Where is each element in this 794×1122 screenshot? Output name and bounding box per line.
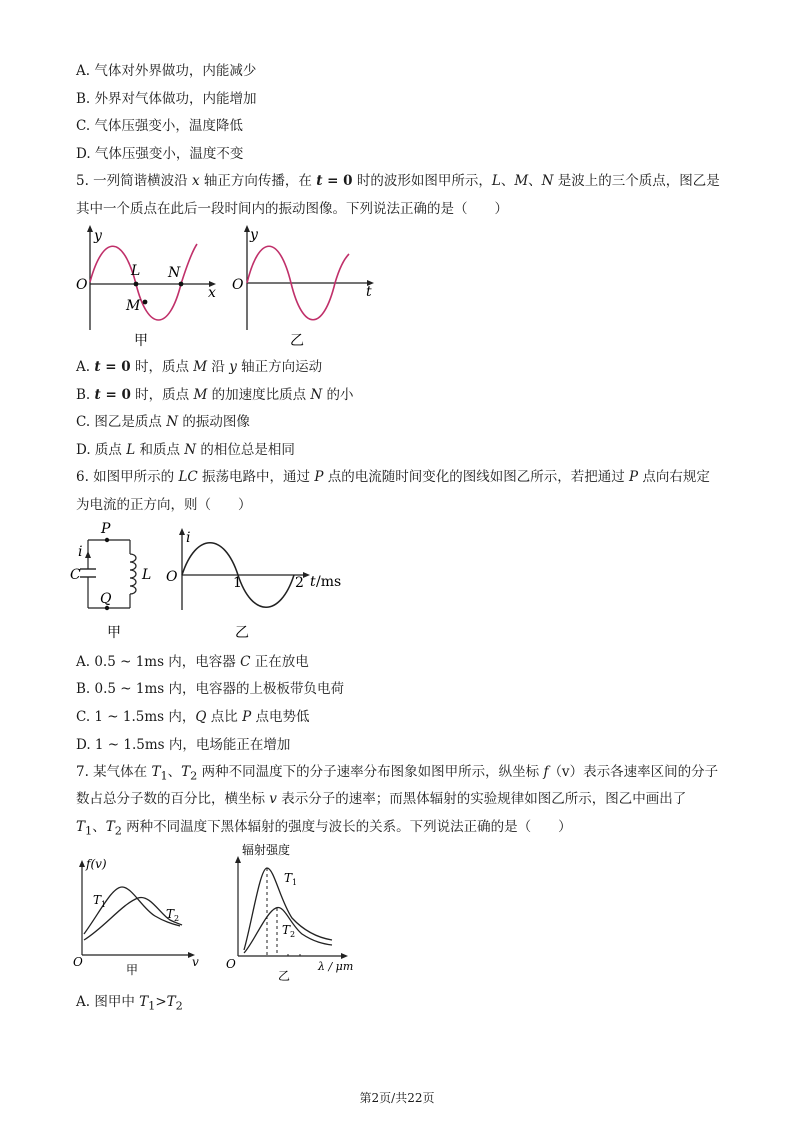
q4-option-b: B. 外界对气体做功，内能增加 <box>76 91 257 107</box>
q7-stem-line1: 7. 某气体在 $T_1$、$T_2$ 两种不同温度下的分子速率分布图象如图甲所示，纵坐标 f（v）表示各速率区间的分子 <box>76 764 719 783</box>
q6-label-P: P <box>101 521 111 537</box>
q5-fig1-x-label: x <box>208 285 216 301</box>
q7-fig1-ylabel: f(v) <box>86 857 107 871</box>
q7-fig1-origin: O <box>73 955 83 969</box>
q5-fig1-caption: 甲 <box>134 333 148 349</box>
q6-stem-line2: 为电流的正方向，则（ ） <box>76 497 252 513</box>
q6-label-L: L <box>142 567 152 583</box>
q7-fig2-caption: 乙 <box>278 969 291 983</box>
q7-fig2-origin: O <box>226 957 236 971</box>
q7-stem-line2: 数占总分子数的百分比，横坐标 v 表示分子的速率；而黑体辐射的实验规律如图乙所示，图乙中画出了 <box>76 791 687 807</box>
q6-graph-unit: /ms <box>316 574 342 590</box>
q5-fig2-caption: 乙 <box>290 333 304 349</box>
q5-label-N: N <box>168 265 181 281</box>
q6-graph-t-arrow <box>303 572 310 578</box>
q5-label-M: M <box>126 298 141 314</box>
q5-option-d: D. 质点 L 和质点 N 的相位总是相同 <box>76 442 295 458</box>
q5-fig2-t-label: t <box>366 284 372 300</box>
q4-option-a: A. 气体对外界做功，内能减少 <box>76 63 257 79</box>
q6-lc-circuit <box>70 518 160 643</box>
q7-fig2-xlabel: λ / μm <box>318 960 354 973</box>
q5-point-M <box>143 300 148 305</box>
q4-option-c: C. 气体压强变小，温度降低 <box>76 118 243 134</box>
q5-stem-line1: 5. 一列简谐横波沿 x 轴正方向传播，在 t = 0 时的波形如图甲所示，L、M、N 是波上的三个质点，图乙是 <box>76 173 720 189</box>
q7-stem-line3: $T_1$、$T_2$ 两种不同温度下黑体辐射的强度与波长的关系。下列说法正确的是（ ） <box>76 819 572 838</box>
q6-graph-i-label: i <box>186 530 191 546</box>
page-footer: 第2页/共22页 <box>359 1091 435 1105</box>
q6-label-C: C <box>70 567 81 583</box>
q7-fig2-label-T1: $T_1$ <box>284 871 298 887</box>
q6-inductor-coil <box>130 554 136 594</box>
q7-fig1-label-T2: $T_2$ <box>166 907 180 923</box>
q5-option-b: B. t = 0 时，质点 M 的加速度比质点 N 的小 <box>76 387 354 403</box>
q7-fig1-label-T1: $T_1$ <box>93 893 107 909</box>
q7-speed-distribution-figure <box>70 852 210 977</box>
q7-fig1-caption: 甲 <box>126 963 139 977</box>
q6-option-c: C. 1 ~ 1.5ms 内，Q 点比 P 点电势低 <box>76 709 310 725</box>
q6-option-a: A. 0.5 ~ 1ms 内，电容器 C 正在放电 <box>76 654 309 670</box>
q5-fig1-y-arrow <box>87 225 93 232</box>
q6-circuit-caption: 甲 <box>107 625 121 641</box>
q4-option-d: D. 气体压强变小，温度不变 <box>76 146 244 162</box>
q5-fig2-y-label: y <box>250 227 258 243</box>
q6-graph-tick-2: 2 <box>295 575 304 591</box>
q6-graph-origin: O <box>166 569 178 585</box>
q6-graph-caption: 乙 <box>235 625 249 641</box>
q5-fig1-y-label: y <box>94 228 102 244</box>
q5-vibration-figure <box>226 222 386 352</box>
q5-label-L: L <box>131 263 141 279</box>
q5-fig2-origin: O <box>232 277 244 293</box>
q7-fig2-y-arrow <box>235 856 241 863</box>
q6-option-b: B. 0.5 ~ 1ms 内，电容器的上极板带负电荷 <box>76 681 344 697</box>
q6-graph-i-arrow <box>179 528 185 535</box>
q6-label-i: i <box>78 544 83 560</box>
q5-option-a: A. t = 0 时，质点 M 沿 y 轴正方向运动 <box>76 359 323 375</box>
q6-graph-tick-1: 1 <box>233 575 242 591</box>
q7-fig2-label-T2: $T_2$ <box>282 923 296 939</box>
q5-option-c: C. 图乙是质点 N 的振动图像 <box>76 414 250 430</box>
q5-point-N <box>179 282 184 287</box>
q6-current-graph <box>160 522 360 642</box>
q7-fig2-x-arrow <box>341 953 348 959</box>
q6-stem-line1: 6. 如图甲所示的 LC 振荡电路中，通过 P 点的电流随时间变化的图线如图乙所示，若把通过 P 点向右规定 <box>76 469 710 485</box>
q6-graph-t-label: t <box>310 574 316 590</box>
q7-fig1-xlabel: v <box>192 955 199 969</box>
q5-wave-figure <box>70 222 230 352</box>
q5-stem-line2: 其中一个质点在此后一段时间内的振动图像。下列说法正确的是（ ） <box>76 201 508 217</box>
q7-fig2-ylabel: 辐射强度 <box>242 843 291 857</box>
q6-point-P <box>105 538 109 542</box>
q6-current-arrow <box>85 551 91 558</box>
q7-option-a: A. 图甲中 $T_1>T_2$ <box>76 994 183 1013</box>
q6-label-Q: Q <box>100 591 112 607</box>
q6-option-d: D. 1 ~ 1.5ms 内，电场能正在增加 <box>76 737 291 753</box>
q5-fig1-origin: O <box>76 277 88 293</box>
q5-point-L <box>134 282 139 287</box>
q7-fig1-y-arrow <box>79 860 85 867</box>
q7-blackbody-figure <box>220 838 360 983</box>
